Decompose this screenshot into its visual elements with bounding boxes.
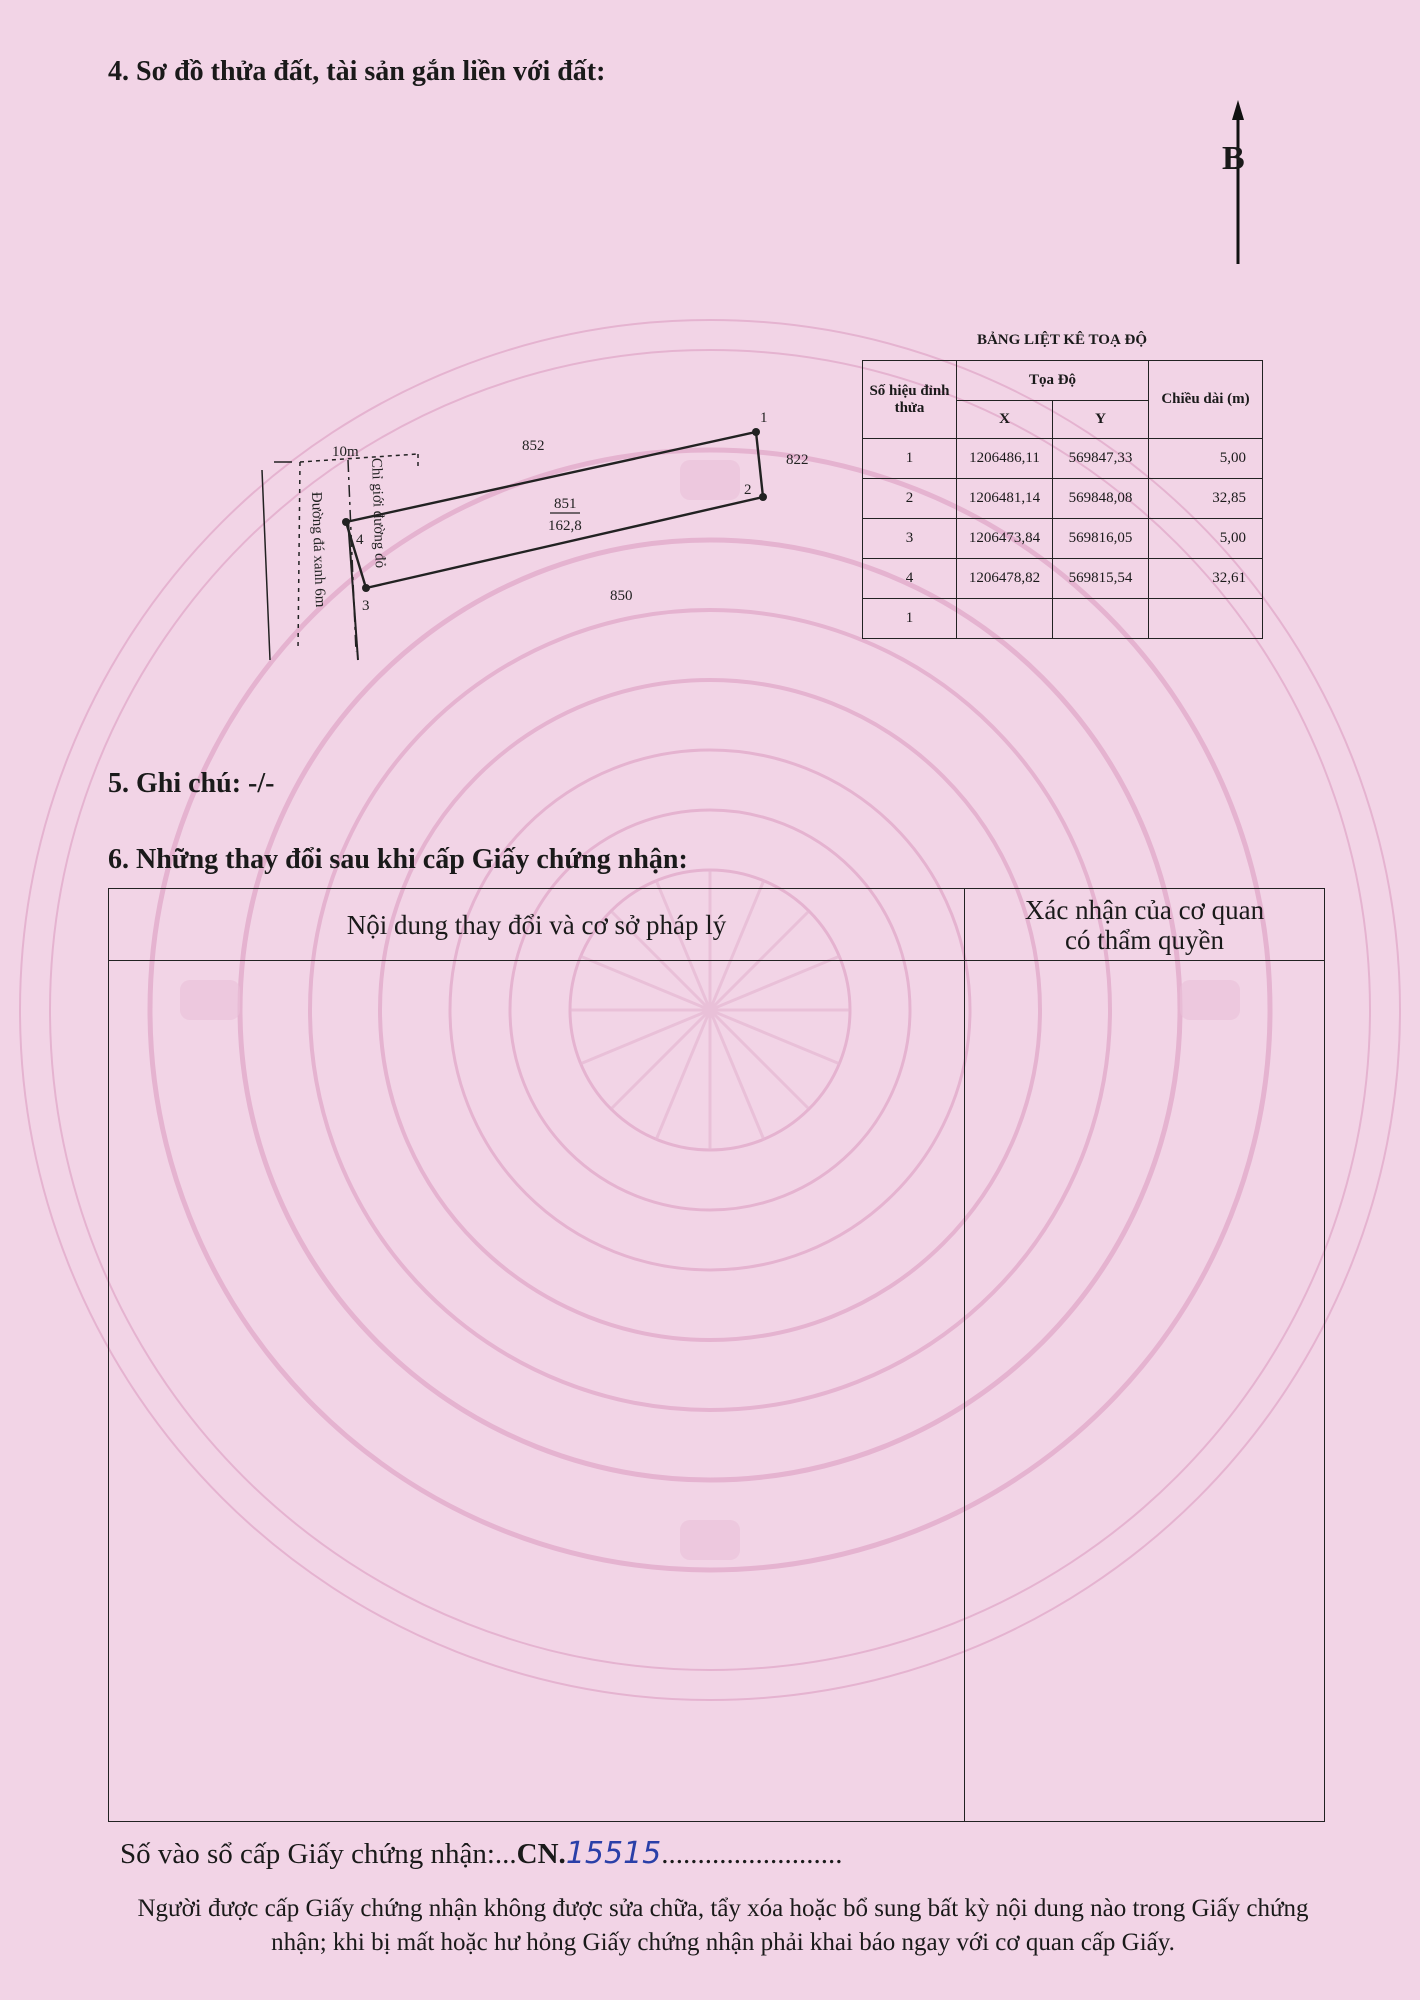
vertex-id: 4 xyxy=(863,559,957,599)
coord-table-title: BẢNG LIỆT KÊ TOẠ ĐỘ xyxy=(976,332,1148,348)
boundary-label: Chỉ giới đường đỏ xyxy=(368,457,388,569)
length-value: 32,61 xyxy=(1149,559,1263,599)
vertex-4-label: 4 xyxy=(356,532,364,548)
col-coords-header: Tọa Độ xyxy=(957,361,1149,401)
col-x-header: X xyxy=(957,401,1053,439)
registration-dots: ......................... xyxy=(661,1838,843,1870)
neighbor-south-label: 850 xyxy=(610,588,633,604)
north-label: B xyxy=(1222,140,1245,177)
length-value xyxy=(1149,599,1263,639)
x-value: 1206478,82 xyxy=(957,559,1053,599)
col-content-header xyxy=(109,889,965,961)
length-value: 5,00 xyxy=(1149,439,1263,479)
section-6-title: 6. Những thay đổi sau khi cấp Giấy chứng nhận: xyxy=(108,844,688,875)
parcel-number-label: 851 xyxy=(554,496,577,512)
road-label: Đường đá xanh 6m xyxy=(308,491,329,608)
registration-label: Số vào sổ cấp Giấy chứng nhận:... xyxy=(120,1838,517,1870)
col-confirm-header-line1: Xác nhận của cơ quan xyxy=(1024,894,1265,925)
col-length-header: Chiều dài (m) xyxy=(1149,361,1263,439)
y-value: 569816,05 xyxy=(1053,519,1149,559)
section-4-title: 4. Sơ đồ thửa đất, tài sản gắn liền với đất: xyxy=(108,56,606,87)
footer-note: Người được cấp Giấy chứng nhận không được sửa chữa, tẩy xóa hoặc bổ sung bất kỳ nội dung nào trong Giấy chứng nhận; khi bị mất hoặc hư hỏng Giấy chứng nhận phải khai báo ngay với cơ quan cấp Giấy. xyxy=(137,1895,1309,1956)
registration-line xyxy=(120,1836,843,1871)
vertex-1-label: 1 xyxy=(760,410,768,426)
changes-table xyxy=(108,888,1325,1822)
col-vertex-header: Số hiệu đỉnh thửa xyxy=(863,361,957,439)
vertex-id: 1 xyxy=(863,599,957,639)
neighbor-north-label: 852 xyxy=(522,438,545,454)
table-row xyxy=(863,519,1263,559)
y-value xyxy=(1053,599,1149,639)
y-value: 569847,33 xyxy=(1053,439,1149,479)
vertex-3-label: 3 xyxy=(362,598,370,614)
coord-table xyxy=(862,360,1263,639)
col-confirm-header-line2: có thẩm quyền xyxy=(1065,924,1224,955)
scale-label: 10m xyxy=(332,444,359,460)
col-confirm-header xyxy=(965,889,1325,961)
vertex-id: 3 xyxy=(863,519,957,559)
table-row xyxy=(863,479,1263,519)
vertex-id: 2 xyxy=(863,479,957,519)
vertex-id: 1 xyxy=(863,439,957,479)
col-content-header-text: Nội dung thay đổi và cơ sở pháp lý xyxy=(346,909,727,940)
vertex-2-label: 2 xyxy=(744,482,752,498)
x-value: 1206481,14 xyxy=(957,479,1053,519)
table-row xyxy=(863,439,1263,479)
change-confirm-cell xyxy=(965,961,1325,1822)
registration-number: 15515 xyxy=(565,1836,662,1871)
table-row xyxy=(863,559,1263,599)
length-value: 5,00 xyxy=(1149,519,1263,559)
parcel-sketch xyxy=(240,400,840,670)
length-value: 32,85 xyxy=(1149,479,1263,519)
x-value: 1206486,11 xyxy=(957,439,1053,479)
registration-prefix: CN. xyxy=(516,1838,566,1870)
x-value xyxy=(957,599,1053,639)
table-row xyxy=(863,599,1263,639)
section-5-title: 5. Ghi chú: -/- xyxy=(108,768,275,799)
col-y-header: Y xyxy=(1053,401,1149,439)
neighbor-east-label: 822 xyxy=(786,452,809,468)
change-content-cell xyxy=(109,961,965,1822)
north-arrow-icon xyxy=(1220,100,1280,270)
parcel-area-label: 162,8 xyxy=(548,518,582,534)
y-value: 569848,08 xyxy=(1053,479,1149,519)
x-value: 1206473,84 xyxy=(957,519,1053,559)
y-value: 569815,54 xyxy=(1053,559,1149,599)
